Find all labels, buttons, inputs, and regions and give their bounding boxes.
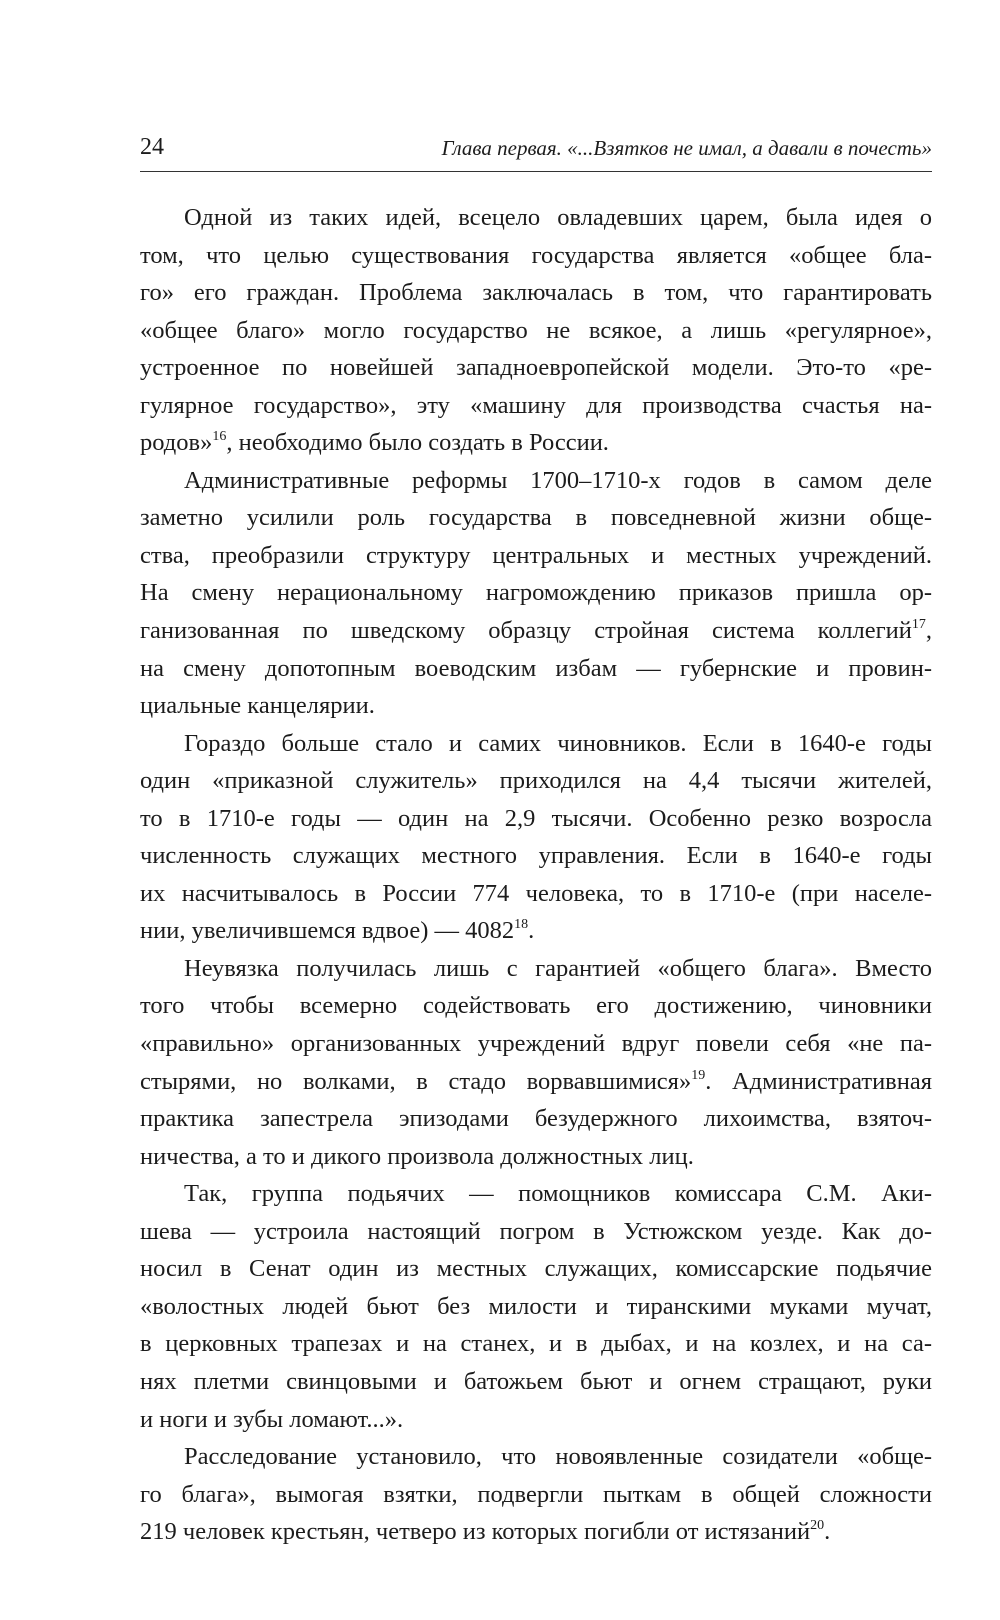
line-text: ганизованная по шведскому образцу стройная система коллегий: [140, 617, 912, 645]
line-text: 219 человек крестьян, четверо из которых погибли от истязаний: [140, 1518, 811, 1546]
text-line: [140, 762, 932, 800]
running-header: [140, 131, 932, 172]
footnote-marker[interactable]: 18: [514, 917, 529, 933]
line-text: то в 1710-е годы — один на 2,9 тысячи. Особенно резко возросла: [140, 804, 932, 832]
line-text-after-footnote: .: [824, 1518, 831, 1546]
line-text: Так, группа подьячих — помощников комиссара С.М. Аки-: [184, 1180, 932, 1208]
page-number: 24: [140, 134, 164, 160]
text-line: [140, 725, 932, 763]
line-text: устроенное по новейшей западноевропейской модели. Это-то «ре-: [140, 354, 932, 382]
paragraph: [140, 462, 932, 725]
line-text: Гораздо больше стало и самих чиновников. Если в 1640-е годы: [184, 729, 932, 757]
footnote-marker[interactable]: 16: [212, 429, 227, 445]
line-text: заметно усилили роль государства в повседневной жизни обще-: [140, 504, 932, 532]
text-line: [140, 875, 932, 913]
line-text: нии, увеличившемся вдвое) — 4082: [140, 917, 515, 945]
text-line: [140, 1213, 932, 1251]
running-head-title: Глава первая. «...Взятков не имал, а давали в почесть»: [441, 136, 932, 160]
line-text: «правильно» организованных учреждений вдруг повели себя «не па-: [140, 1030, 932, 1058]
paragraph: [140, 725, 932, 950]
text-line: [140, 1325, 932, 1363]
text-line: [140, 1438, 932, 1476]
text-line: [140, 1288, 932, 1326]
main-text: [140, 199, 932, 1551]
text-line: [140, 499, 932, 537]
line-text: На смену нерациональному нагромождению приказов пришла ор-: [140, 579, 932, 607]
line-text: го» его граждан. Проблема заключалась в том, что гарантировать: [140, 279, 932, 307]
text-line: [140, 912, 932, 950]
text-line: [140, 1175, 932, 1213]
text-line: [140, 349, 932, 387]
line-text: того чтобы всемерно содействовать его достижению, чиновники: [140, 992, 932, 1020]
line-text: ства, преобразили структуру центральных и местных учреждений.: [140, 541, 932, 569]
line-text: один «приказной служитель» приходился на 4,4 тысячи жителей,: [140, 767, 932, 795]
line-text: на смену допотопным воеводским избам — губернские и провин-: [140, 654, 932, 682]
line-text: «общее благо» могло государство не всякое, а лишь «регулярное»,: [140, 316, 932, 344]
text-line: [140, 1100, 932, 1138]
text-line: [140, 837, 932, 875]
line-text: Расследование установило, что новоявленные созидатели «обще-: [184, 1443, 932, 1471]
text-line: [140, 1363, 932, 1401]
text-line: [140, 1513, 932, 1551]
text-line: [140, 1250, 932, 1288]
text-line: [140, 237, 932, 275]
text-line: [140, 274, 932, 312]
paragraph: [140, 950, 932, 1175]
line-text: родов»: [140, 429, 213, 457]
footnote-marker[interactable]: 19: [691, 1067, 706, 1083]
line-text-after-footnote: ,: [925, 617, 932, 645]
text-line: [140, 800, 932, 838]
line-text: том, что целью существования государства является «общее бла-: [140, 241, 932, 269]
text-line: [140, 987, 932, 1025]
text-line: [140, 387, 932, 425]
text-line: [140, 1401, 932, 1439]
text-line: [140, 312, 932, 350]
footnote-marker[interactable]: 17: [911, 617, 926, 633]
text-line: [140, 537, 932, 575]
paragraph: [140, 199, 932, 462]
text-line: [140, 199, 932, 237]
footnote-marker[interactable]: 20: [810, 1518, 825, 1534]
line-text: и ноги и зубы ломают...».: [140, 1405, 404, 1433]
text-line: [140, 950, 932, 988]
line-text: шева — устроила настоящий погром в Устюжском уезде. Как до-: [140, 1217, 932, 1245]
line-text: Неувязка получилась лишь с гарантией «общего блага». Вместо: [184, 954, 932, 982]
line-text: го блага», вымогая взятки, подвергли пыткам в общей сложности: [140, 1480, 932, 1508]
text-line: [140, 574, 932, 612]
line-text-after-footnote: , необходимо было создать в России.: [226, 429, 609, 457]
line-text: в церковных трапезах и на станех, и в дыбах, и на козлех, и на са-: [140, 1330, 932, 1358]
text-line: [140, 1476, 932, 1514]
text-line: [140, 1138, 932, 1176]
line-text: «волостных людей бьют без милости и тиранскими муками мучат,: [140, 1292, 932, 1320]
line-text: практика запестрела эпизодами безудержного лихоимства, взяточ-: [140, 1105, 932, 1133]
text-line: [140, 687, 932, 725]
line-text: нях плетми свинцовыми и батожьем бьют и огнем стращают, руки: [140, 1367, 932, 1395]
text-line: [140, 424, 932, 462]
line-text: Одной из таких идей, всецело овладевших царем, была идея о: [184, 204, 932, 231]
paragraph: [140, 1175, 932, 1438]
line-text: их насчитывалось в России 774 человека, то в 1710-е (при населе-: [140, 879, 932, 907]
line-text: ничества, а то и дикого произвола должностных лиц.: [140, 1142, 694, 1170]
line-text: стырями, но волками, в стадо ворвавшимися»: [140, 1067, 692, 1095]
line-text-after-footnote: .: [528, 917, 535, 945]
line-text: гулярное государство», эту «машину для производства счастья на-: [140, 391, 932, 419]
text-line: [140, 650, 932, 688]
line-text: циальные канцелярии.: [140, 692, 375, 720]
text-line: [140, 612, 932, 650]
line-text-after-footnote: . Административная: [705, 1067, 932, 1095]
text-line: [140, 1025, 932, 1063]
line-text: носил в Сенат один из местных служащих, комиссарские подьячие: [140, 1255, 932, 1283]
text-line: [140, 462, 932, 500]
line-text: Административные реформы 1700–1710-х годов в самом деле: [184, 466, 932, 494]
paragraph: [140, 1438, 932, 1551]
line-text: численность служащих местного управления. Если в 1640-е годы: [140, 842, 932, 870]
text-line: [140, 1063, 932, 1101]
